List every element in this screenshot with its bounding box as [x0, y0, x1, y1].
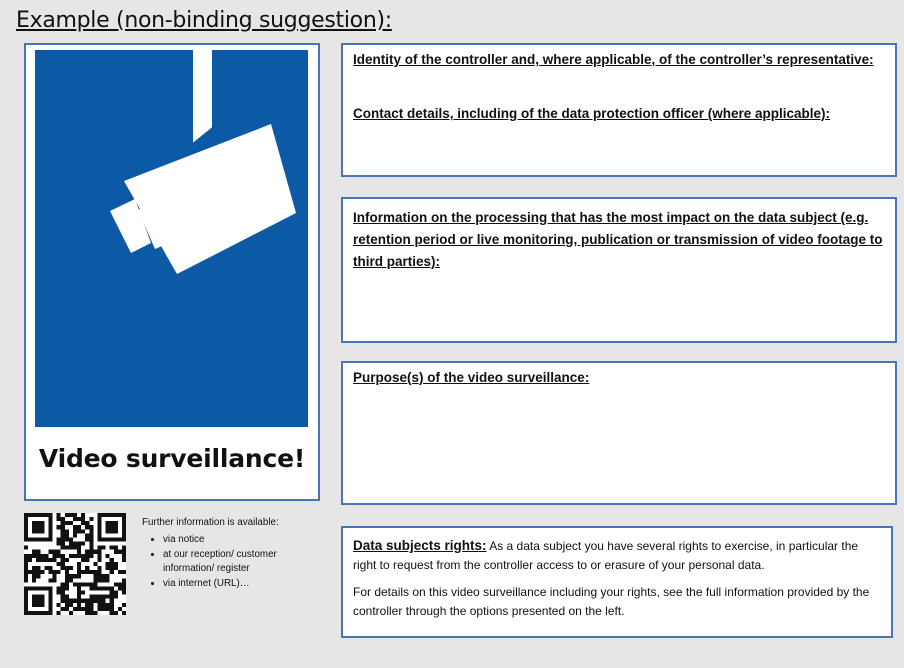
controller-info-box [341, 43, 897, 177]
list-item: • at our reception/ customer information/ register [163, 548, 312, 576]
controller-identity-label: Identity of the controller and, where applicable, of the controller’s representative: [353, 52, 874, 67]
further-info-list [142, 533, 312, 591]
purpose-box [341, 361, 897, 505]
rights-details-text: For details on this video surveillance including your rights, see the full information provided by the controller through the options presented on the left. [353, 585, 870, 618]
data-subject-rights-box [341, 526, 893, 638]
sign-pictogram [35, 50, 308, 427]
video-surveillance-sign [24, 43, 320, 501]
rights-label: Data subjects rights: [353, 538, 487, 553]
further-info [142, 516, 312, 592]
qr-code-icon[interactable] [24, 513, 126, 615]
processing-info-box [341, 197, 897, 343]
purposes-label: Purpose(s) of the video surveillance: [353, 370, 590, 385]
list-item: • via notice [163, 533, 312, 547]
list-item: • via internet (URL)… [163, 577, 312, 591]
contact-details-label: Contact details, including of the data protection officer (where applicable): [353, 106, 831, 121]
page-heading: Example (non-binding suggestion): [16, 8, 392, 33]
processing-impact-label: Information on the processing that has the most impact on the data subject (e.g. retention period or live monitoring, publication or transmission of video footage to third parties): [353, 210, 883, 269]
rights-paragraph [353, 536, 881, 575]
rights-text: As a data subject you have several rights to exercise, in particular the right to request from the controller access to or erasure of your personal data. [353, 539, 859, 572]
sign-caption: Video surveillance! [38, 444, 306, 473]
cctv-camera-icon [35, 50, 308, 427]
further-info-title: Further information is available: [142, 517, 279, 528]
